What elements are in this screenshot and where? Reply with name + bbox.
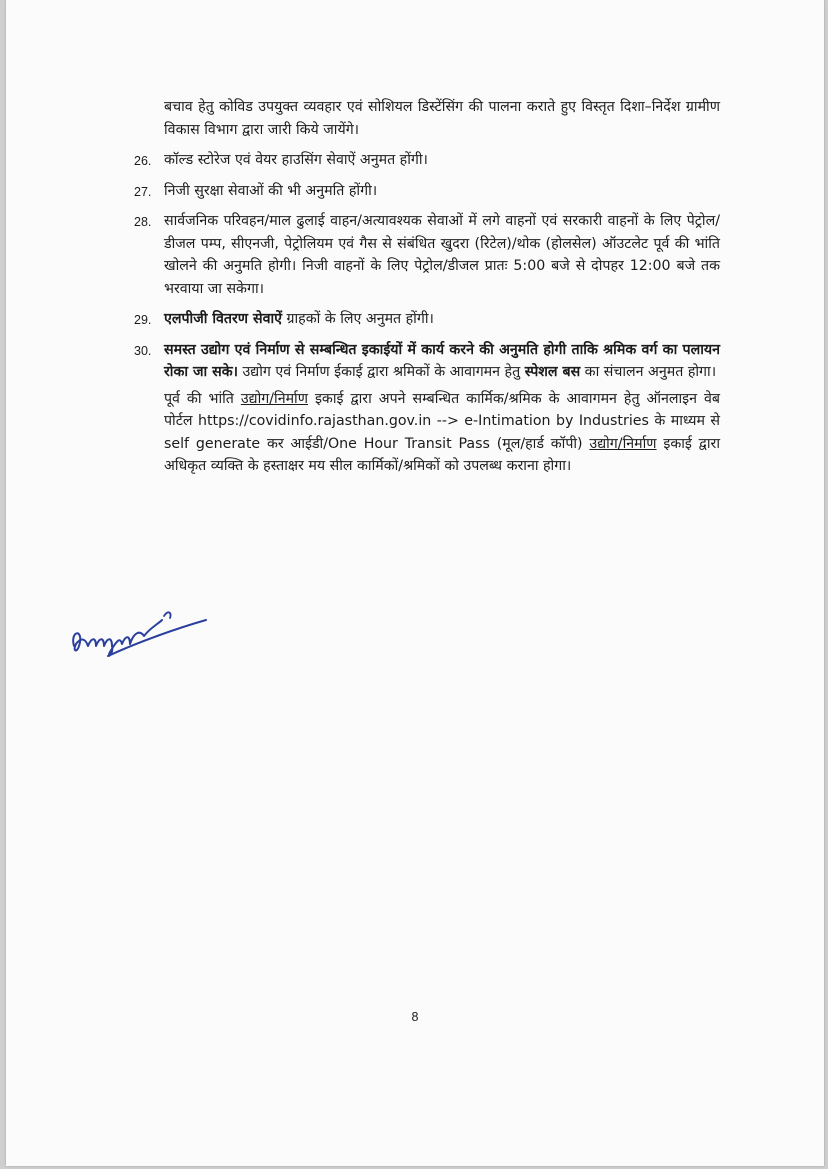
item-number: 27. bbox=[134, 184, 152, 199]
list-item-27 bbox=[134, 180, 720, 203]
item-text: सार्वजनिक परिवहन/माल ढुलाई वाहन/अत्यावश्यक सेवाओं में लगे वाहनों एवं सरकारी वाहनों के लिए पेट्रोल/डीजल पम्प, सीएनजी, पेट्रोलियम एवं गैस से संबंधित खुदरा (रिटेल)/थोक (होलसेल) ऑउटलेट पूर्व की भांति खोलने की अनुमति होगी। निजी वाहनों के लिए पेट्रोल/डीजल प्रातः 5:00 बजे से दोपहर 12:00 बजे तक भरवाया जा सकेगा। bbox=[164, 213, 720, 297]
document-page bbox=[6, 0, 824, 1166]
item-number: 30. bbox=[134, 343, 152, 358]
item-text: निजी सुरक्षा सेवाओं की भी अनुमति होंगी। bbox=[164, 182, 378, 199]
handwritten-signature bbox=[68, 602, 218, 662]
item-text: का संचालन अनुमत होगा। bbox=[580, 364, 717, 380]
item-bold-text: एलपीजी वितरण सेवाऐं bbox=[164, 311, 282, 327]
item-text: ग्राहकों के लिए अनुमत होंगी। bbox=[282, 311, 434, 327]
item-bold-text: समस्त उद्योग एवं निर्माण से सम्बन्धित इकाईयों में कार्य करने की अनुमति होगी ताकि श्रमिक वर्ग का पलायन रोका जा सके। bbox=[164, 341, 720, 380]
list-item-28 bbox=[134, 210, 720, 300]
item-30-sub-paragraph bbox=[164, 388, 720, 478]
list-item-30 bbox=[134, 339, 720, 478]
document-body bbox=[134, 96, 720, 486]
sub-text: इकाई द्वारा अपने सम्बन्धित कार्मिक/श्रमिक के आवागमन हेतु ऑनलाइन वेब पोर्टल https://covidinfo.rajasthan.gov.in --> e-Intimation by Industries के माध्यम से self generate कर आईडी/One Hour Transit Pass (मूल/हार्ड कॉपी) bbox=[164, 390, 720, 452]
list-item-29 bbox=[134, 308, 720, 331]
item-number: 26. bbox=[134, 154, 152, 168]
item-number: 29. bbox=[134, 313, 152, 327]
list-item-26 bbox=[134, 149, 720, 172]
item-number: 28. bbox=[134, 215, 152, 229]
item-bold-text-special-bus: स्पेशल बस bbox=[524, 364, 581, 380]
intro-paragraph: बचाव हेतु कोविड उपयुक्त व्यवहार एवं सोशियल डिस्टेंसिंग की पालना कराते हुए विस्तृत दिशा–निर्देश ग्रामीण विकास विभाग द्वारा जारी किये जायेंगे। bbox=[164, 99, 720, 138]
item-text: उद्योग एवं निर्माण ईकाई द्वारा श्रमिकों के आवागमन हेतु bbox=[238, 364, 525, 380]
sub-text: पूर्व की भांति bbox=[164, 390, 241, 407]
page-number: 8 bbox=[411, 1010, 419, 1024]
sub-text: इकाई द्वारा अधिकृत व्यक्ति के हस्ताक्षर मय सील कार्मिकों/श्रमिकों को उपलब्ध कराना होगा। bbox=[164, 435, 720, 474]
underlined-text: उद्योग/निर्माण bbox=[589, 435, 657, 452]
underlined-text: उद्योग/निर्माण bbox=[240, 390, 308, 407]
item-text: कॉल्ड स्टोरेज एवं वेयर हाउसिंग सेवाऐं अनुमत होंगी। bbox=[164, 152, 428, 168]
